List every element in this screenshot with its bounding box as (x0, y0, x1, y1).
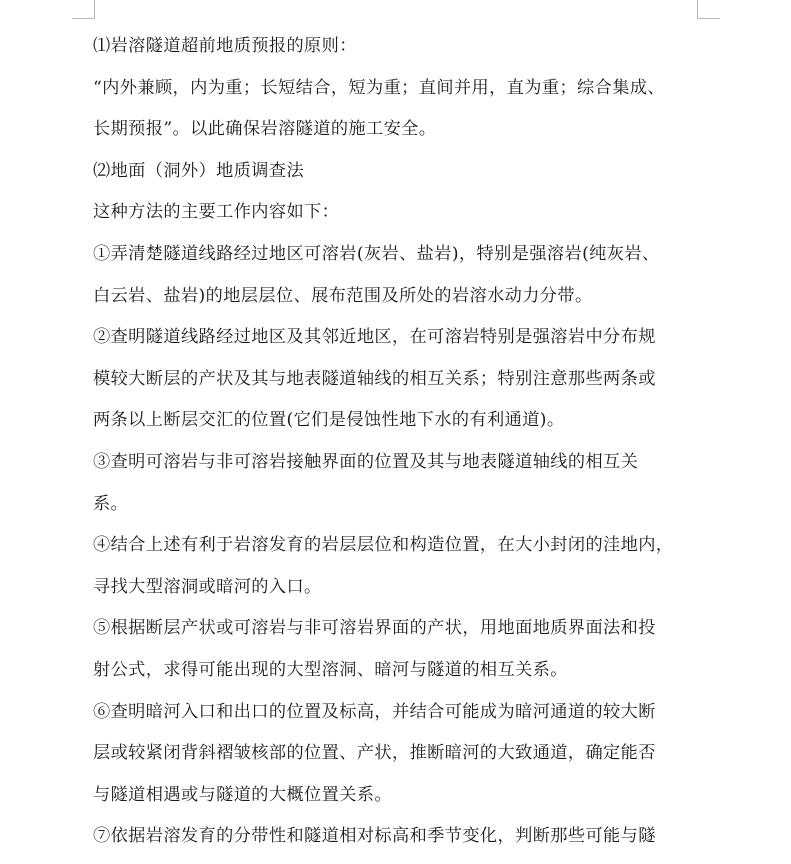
page-corner-mark-left (72, 0, 95, 19)
text-line: ⑥查明暗河入口和出口的位置及标高，并结合可能成为暗河通道的较大断 (93, 701, 656, 722)
text-line: 射公式，求得可能出现的大型溶洞、暗河与隧道的相互关系。 (93, 659, 568, 680)
item-1 (93, 234, 701, 317)
text-line: ⑤根据断层产状或可溶岩与非可溶岩界面的产状，用地面地质界面法和投 (93, 618, 656, 639)
item-2 (93, 317, 701, 442)
text-line: 寻找大型溶洞或暗河的入口。 (93, 576, 322, 597)
item-3 (93, 442, 701, 525)
text-line: “内外兼顾，内为重；长短结合，短为重；直间并用，直为重；综合集成、 (93, 77, 665, 98)
text-line: ⑦依据岩溶发育的分带性和隧道相对标高和季节变化，判断那些可能与隧 (93, 826, 656, 847)
method-heading (93, 151, 701, 193)
text-line: ⑴岩溶隧道超前地质预报的原则： (93, 36, 357, 56)
principle-quote (93, 68, 701, 151)
text-line: 层或较紧闭背斜褶皱核部的位置、产状，推断暗河的大致通道，确定能否 (93, 743, 656, 764)
text-line: 系。 (93, 493, 129, 514)
item-4 (93, 525, 701, 608)
text-line: 模较大断层的产状及其与地表隧道轴线的相互关系；特别注意那些两条或 (93, 368, 656, 389)
item-5 (93, 608, 701, 691)
principle-heading (93, 26, 701, 68)
text-line: ①弄清楚隧道线路经过地区可溶岩(灰岩、盐岩)，特别是强溶岩(纯灰岩、 (93, 243, 660, 264)
item-7 (93, 816, 701, 858)
text-line: 长期预报”。以此确保岩溶隧道的施工安全。 (93, 119, 437, 140)
text-line: ⑵地面（洞外）地质调查法 (93, 160, 305, 181)
text-line: 白云岩、盐岩)的地层层位、展布范围及所处的岩溶水动力分带。 (93, 285, 593, 306)
text-line: 与隧道相遇或与隧道的大概位置关系。 (93, 784, 392, 805)
document-body (93, 26, 701, 858)
text-line: ②查明隧道线路经过地区及其邻近地区，在可溶岩特别是强溶岩中分布规 (93, 327, 656, 348)
text-line: ③查明可溶岩与非可溶岩接触界面的位置及其与地表隧道轴线的相互关 (93, 451, 639, 472)
item-6 (93, 692, 701, 817)
text-line: 这种方法的主要工作内容如下： (93, 202, 340, 223)
method-intro (93, 192, 701, 234)
text-line: 两条以上断层交汇的位置(它们是侵蚀性地下水的有利通道)。 (93, 410, 565, 431)
page-corner-mark-right (697, 0, 720, 19)
text-line: ④结合上述有利于岩溶发育的岩层层位和构造位置，在大小封闭的洼地内， (93, 535, 674, 556)
